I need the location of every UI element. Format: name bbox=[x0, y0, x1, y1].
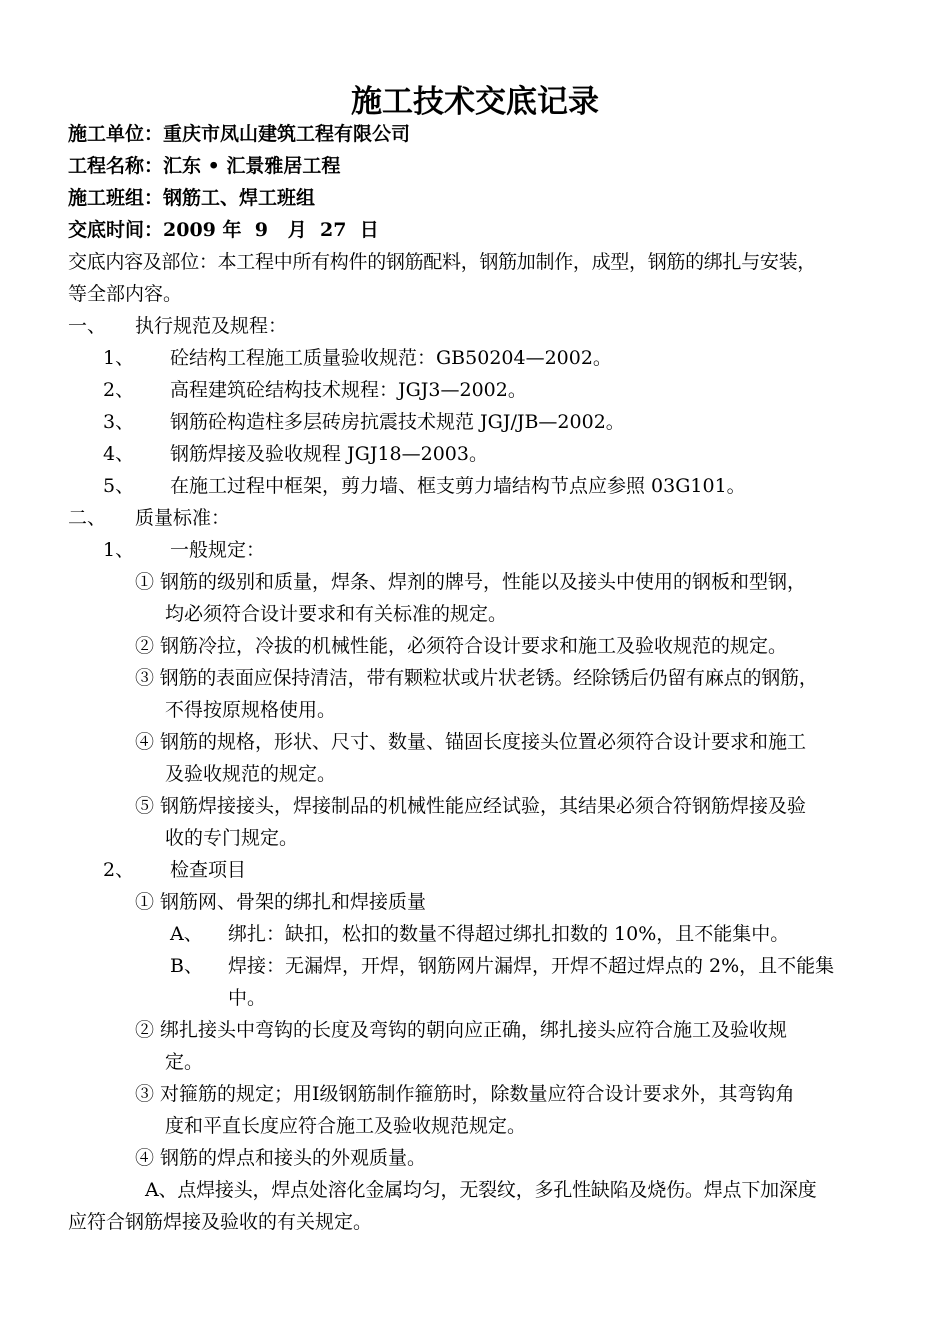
subsection-number: 2、 bbox=[103, 859, 135, 881]
section-1-number: 一、 bbox=[68, 315, 107, 337]
check-item-line: 度和平直长度应符合施工及验收规范规定。 bbox=[165, 1115, 527, 1137]
intro-line-2: 等全部内容。 bbox=[68, 283, 183, 305]
check-item-line: 定。 bbox=[165, 1051, 204, 1073]
spec-item-text: 高程建筑砼结构技术规程：JGJ3—2002。 bbox=[170, 379, 527, 401]
paragraph-line: 应符合钢筋焊接及验收的有关规定。 bbox=[68, 1211, 373, 1233]
rule-item-line: ④ 钢筋的规格，形状、尺寸、数量、锚固长度接头位置必须符合设计要求和施工 bbox=[135, 731, 807, 753]
paragraph-line: A、点焊接头，焊点处溶化金属均匀，无裂纹，多孔性缺陷及烧伤。焊点下加深度 bbox=[145, 1179, 817, 1201]
section-1-heading: 执行规范及规程： bbox=[135, 315, 288, 337]
check-subitem-number: B、 bbox=[170, 955, 203, 977]
rule-item-line: 及验收规范的规定。 bbox=[165, 763, 337, 785]
briefing-date: 交底时间：2009 年 9 月 27 日 bbox=[68, 219, 379, 241]
check-subitem-number: A、 bbox=[170, 923, 203, 945]
spec-item-number: 2、 bbox=[103, 379, 135, 401]
construction-team: 施工班组：钢筋工、焊工班组 bbox=[68, 187, 316, 209]
rule-item-line: ⑤ 钢筋焊接接头，焊接制品的机械性能应经试验，其结果必须合符钢筋焊接及验 bbox=[135, 795, 807, 817]
intro-line-1: 交底内容及部位：本工程中所有构件的钢筋配料，钢筋加制作，成型，钢筋的绑扎与安装， bbox=[68, 251, 817, 273]
project-name: 工程名称：汇东 • 汇景雅居工程 bbox=[68, 155, 341, 177]
rule-item-line: 收的专门规定。 bbox=[165, 827, 299, 849]
check-item-line: ① 钢筋网、骨架的绑扎和焊接质量 bbox=[135, 891, 427, 913]
spec-item-number: 5、 bbox=[103, 475, 135, 497]
spec-item-text: 砼结构工程施工质量验收规范：GB50204—2002。 bbox=[170, 347, 612, 369]
subsection-heading: 一般规定： bbox=[170, 539, 266, 561]
spec-item-number: 1、 bbox=[103, 347, 135, 369]
check-subitem-text: 绑扎：缺扣，松扣的数量不得超过绑扎扣数的 10%，且不能集中。 bbox=[228, 923, 790, 945]
document-title: 施工技术交底记录 bbox=[351, 84, 599, 120]
rule-item-line: ③ 钢筋的表面应保持清洁，带有颗粒状或片状老锈。经除锈后仍留有麻点的钢筋， bbox=[135, 667, 818, 689]
spec-item-text: 钢筋砼构造柱多层砖房抗震技术规范 JGJ/JB—2002。 bbox=[170, 411, 625, 433]
section-2-number: 二、 bbox=[68, 507, 107, 529]
check-subitem-text: 焊接：无漏焊，开焊，钢筋网片漏焊，开焊不超过焊点的 2%，且不能集 bbox=[228, 955, 835, 977]
subsection-heading: 检查项目 bbox=[170, 859, 247, 881]
rule-item-line: 不得按原规格使用。 bbox=[165, 699, 337, 721]
check-item-line: ④ 钢筋的焊点和接头的外观质量。 bbox=[135, 1147, 427, 1169]
subsection-number: 1、 bbox=[103, 539, 135, 561]
construction-unit: 施工单位：重庆市凤山建筑工程有限公司 bbox=[68, 123, 411, 145]
rule-item-line: ① 钢筋的级别和质量，焊条、焊剂的牌号，性能以及接头中使用的钢板和型钢， bbox=[135, 571, 807, 593]
rule-item-line: ② 钢筋冷拉，冷拔的机械性能，必须符合设计要求和施工及验收规范的规定。 bbox=[135, 635, 788, 657]
spec-item-number: 4、 bbox=[103, 443, 135, 465]
spec-item-text: 钢筋焊接及验收规程 JGJ18—2003。 bbox=[170, 443, 488, 465]
spec-item-text: 在施工过程中框架，剪力墙、框支剪力墙结构节点应参照 03G101。 bbox=[170, 475, 746, 497]
spec-item-number: 3、 bbox=[103, 411, 135, 433]
check-subitem-text: 中。 bbox=[228, 987, 267, 1009]
check-item-line: ② 绑扎接头中弯钩的长度及弯钩的朝向应正确，绑扎接头应符合施工及验收规 bbox=[135, 1019, 788, 1041]
check-item-line: ③ 对箍筋的规定；用Ⅰ级钢筋制作箍筋时，除数量应符合设计要求外，其弯钩角 bbox=[135, 1083, 795, 1105]
section-2-heading: 质量标准： bbox=[135, 507, 231, 529]
rule-item-line: 均必须符合设计要求和有关标准的规定。 bbox=[165, 603, 508, 625]
